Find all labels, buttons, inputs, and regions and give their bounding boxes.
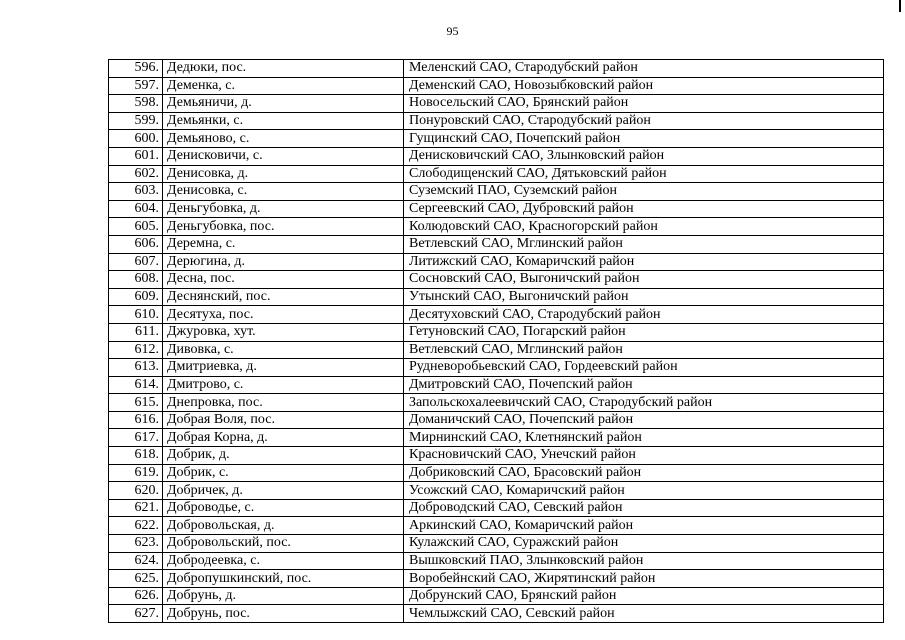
table-row (109, 570, 884, 588)
table-row (109, 183, 884, 201)
table-row (109, 341, 884, 359)
council-district: Запольскохалеевичский САО, Стародубский район (404, 394, 884, 412)
settlement-name: Добрик, д. (163, 447, 404, 465)
council-district: Сергеевский САО, Дубровский район (404, 200, 884, 218)
settlement-name: Джуровка, хут. (163, 323, 404, 341)
settlement-name: Демьянки, с. (163, 112, 404, 130)
council-district: Аркинский САО, Комаричский район (404, 517, 884, 535)
row-number: 612. (109, 341, 163, 359)
row-number: 621. (109, 499, 163, 517)
settlement-name: Денисковичи, с. (163, 147, 404, 165)
council-district: Доманичский САО, Почепский район (404, 411, 884, 429)
settlement-name: Деньгубовка, пос. (163, 218, 404, 236)
settlement-name: Дмитриевка, д. (163, 359, 404, 377)
table-row (109, 288, 884, 306)
council-district: Красновичский САО, Унечский район (404, 447, 884, 465)
council-district: Деменский САО, Новозыбковский район (404, 77, 884, 95)
settlement-name: Дедюки, пос. (163, 60, 404, 78)
settlement-name: Денисовка, д. (163, 165, 404, 183)
row-number: 622. (109, 517, 163, 535)
table-row (109, 394, 884, 412)
table-row (109, 447, 884, 465)
table-row (109, 587, 884, 605)
table-row (109, 218, 884, 236)
table-row (109, 517, 884, 535)
table-row (109, 235, 884, 253)
settlement-name: Добрунь, д. (163, 587, 404, 605)
council-district: Меленский САО, Стародубский район (404, 60, 884, 78)
table-row (109, 271, 884, 289)
settlement-name: Десна, пос. (163, 271, 404, 289)
row-number: 627. (109, 605, 163, 623)
settlements-table-body (109, 60, 884, 623)
row-number: 603. (109, 183, 163, 201)
scan-edge-mark (899, 0, 901, 12)
settlement-name: Демьяново, с. (163, 130, 404, 148)
council-district: Добрунский САО, Брянский район (404, 587, 884, 605)
council-district: Сосновский САО, Выгоничский район (404, 271, 884, 289)
council-district: Воробейнский САО, Жирятинский район (404, 570, 884, 588)
council-district: Рудневоробьевский САО, Гордеевский район (404, 359, 884, 377)
table-row (109, 112, 884, 130)
council-district: Чемлыжский САО, Севский район (404, 605, 884, 623)
row-number: 613. (109, 359, 163, 377)
row-number: 615. (109, 394, 163, 412)
table-row (109, 499, 884, 517)
settlement-name: Добровольская, д. (163, 517, 404, 535)
row-number: 617. (109, 429, 163, 447)
settlement-name: Денисовка, с. (163, 183, 404, 201)
settlement-name: Добрик, с. (163, 464, 404, 482)
council-district: Десятуховский САО, Стародубский район (404, 306, 884, 324)
row-number: 623. (109, 535, 163, 553)
row-number: 620. (109, 482, 163, 500)
table-row (109, 464, 884, 482)
row-number: 604. (109, 200, 163, 218)
council-district: Доброводский САО, Севский район (404, 499, 884, 517)
settlement-name: Деменка, с. (163, 77, 404, 95)
row-number: 596. (109, 60, 163, 78)
settlement-name: Демьяничи, д. (163, 95, 404, 113)
council-district: Кулажский САО, Суражский район (404, 535, 884, 553)
table-row (109, 552, 884, 570)
council-district: Ветлевский САО, Мглинский район (404, 341, 884, 359)
row-number: 610. (109, 306, 163, 324)
row-number: 598. (109, 95, 163, 113)
settlement-name: Дерюгина, д. (163, 253, 404, 271)
council-district: Добриковский САО, Брасовский район (404, 464, 884, 482)
settlements-table (108, 59, 884, 623)
council-district: Мирнинский САО, Клетнянский район (404, 429, 884, 447)
row-number: 608. (109, 271, 163, 289)
table-row (109, 165, 884, 183)
row-number: 614. (109, 376, 163, 394)
settlement-name: Десятуха, пос. (163, 306, 404, 324)
council-district: Гущинский САО, Почепский район (404, 130, 884, 148)
table-row (109, 359, 884, 377)
table-row (109, 482, 884, 500)
row-number: 618. (109, 447, 163, 465)
council-district: Вышковский ПАО, Злынковский район (404, 552, 884, 570)
table-row (109, 411, 884, 429)
settlement-name: Добрая Воля, пос. (163, 411, 404, 429)
council-district: Слободищенский САО, Дятьковский район (404, 165, 884, 183)
settlement-name: Добродеевка, с. (163, 552, 404, 570)
table-row (109, 77, 884, 95)
row-number: 609. (109, 288, 163, 306)
council-district: Понуровский САО, Стародубский район (404, 112, 884, 130)
settlement-name: Добрунь, пос. (163, 605, 404, 623)
council-district: Суземский ПАО, Суземский район (404, 183, 884, 201)
settlement-name: Доброводье, с. (163, 499, 404, 517)
row-number: 616. (109, 411, 163, 429)
settlement-name: Добричек, д. (163, 482, 404, 500)
row-number: 611. (109, 323, 163, 341)
page-number: 95 (446, 24, 459, 38)
council-district: Усожский САО, Комаричский район (404, 482, 884, 500)
row-number: 606. (109, 235, 163, 253)
council-district: Денисковичский САО, Злынковский район (404, 147, 884, 165)
table-row (109, 535, 884, 553)
row-number: 607. (109, 253, 163, 271)
council-district: Дмитровский САО, Почепский район (404, 376, 884, 394)
settlement-name: Дивовка, с. (163, 341, 404, 359)
table-row (109, 60, 884, 78)
table-row (109, 376, 884, 394)
row-number: 619. (109, 464, 163, 482)
table-row (109, 130, 884, 148)
row-number: 624. (109, 552, 163, 570)
row-number: 626. (109, 587, 163, 605)
table-row (109, 147, 884, 165)
council-district: Новосельский САО, Брянский район (404, 95, 884, 113)
row-number: 625. (109, 570, 163, 588)
council-district: Ветлевский САО, Мглинский район (404, 235, 884, 253)
table-row (109, 306, 884, 324)
settlement-name: Деремна, с. (163, 235, 404, 253)
council-district: Гетуновский САО, Погарский район (404, 323, 884, 341)
row-number: 601. (109, 147, 163, 165)
settlement-name: Добропушкинский, пос. (163, 570, 404, 588)
settlement-name: Деснянский, пос. (163, 288, 404, 306)
row-number: 605. (109, 218, 163, 236)
row-number: 602. (109, 165, 163, 183)
row-number: 600. (109, 130, 163, 148)
row-number: 597. (109, 77, 163, 95)
table-row (109, 200, 884, 218)
table-row (109, 95, 884, 113)
settlement-name: Добрая Корна, д. (163, 429, 404, 447)
table-row (109, 605, 884, 623)
settlement-name: Дмитрово, с. (163, 376, 404, 394)
table-row (109, 323, 884, 341)
row-number: 599. (109, 112, 163, 130)
council-district: Утынский САО, Выгоничский район (404, 288, 884, 306)
settlement-name: Деньгубовка, д. (163, 200, 404, 218)
settlement-name: Днепровка, пос. (163, 394, 404, 412)
table-row (109, 429, 884, 447)
council-district: Колюдовский САО, Красногорский район (404, 218, 884, 236)
table-row (109, 253, 884, 271)
council-district: Литижский САО, Комаричский район (404, 253, 884, 271)
settlement-name: Добровольский, пос. (163, 535, 404, 553)
